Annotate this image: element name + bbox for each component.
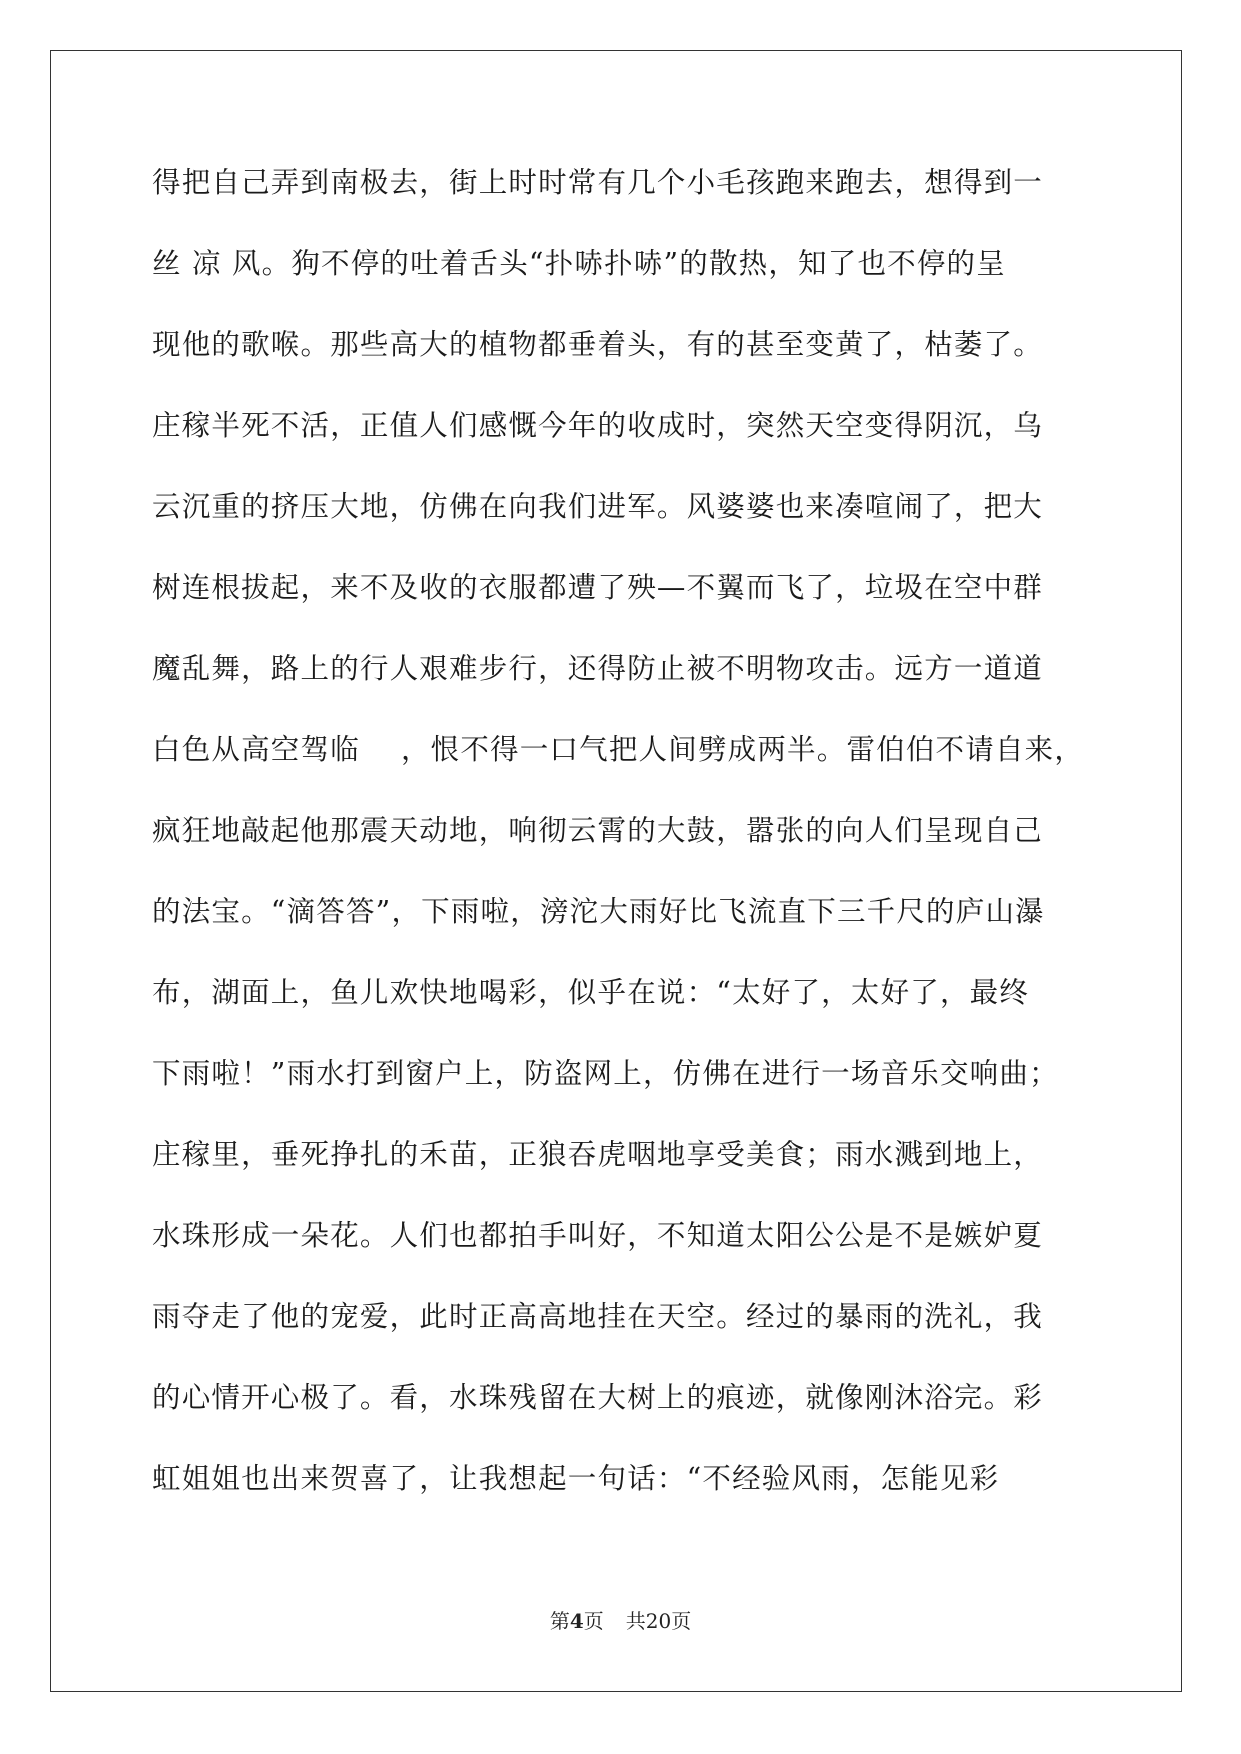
text-line: 丝 凉 风。狗不停的吐着舌头“扑哧扑哧”的散热，知了也不停的呈 xyxy=(152,247,1006,280)
text-line: 魔乱舞，路上的行人艰难步行，还得防止被不明物攻击。远方一道道 xyxy=(152,652,1044,685)
text-line: 得把自己弄到南极去，街上时时常有几个小毛孩跑来跑去，想得到一 xyxy=(152,166,1044,199)
page-prefix: 第 xyxy=(549,1609,570,1633)
text-line: 庄稼里，垂死挣扎的禾苗，正狼吞虎咽地享受美食；雨水溅到地上， xyxy=(152,1138,1044,1171)
page-unit: 页 xyxy=(583,1609,604,1633)
text-line: 布，湖面上，鱼儿欢快地喝彩，似乎在说：“太好了，太好了，最终 xyxy=(152,976,1030,1009)
body-text xyxy=(152,155,1092,1532)
page-number: 4 xyxy=(569,1609,584,1633)
text-line: 现他的歌喉。那些高大的植物都垂着头，有的甚至变黄了，枯萎了。 xyxy=(152,328,1044,361)
text-line: 的心情开心极了。看，水珠残留在大树上的痕迹，就像刚沐浴完。彩 xyxy=(152,1381,1044,1414)
page-footer xyxy=(0,1605,1241,1634)
text-line: 水珠形成一朵花。人们也都拍手叫好，不知道太阳公公是不是嫉妒夏 xyxy=(152,1219,1044,1252)
text-line: 疯狂地敲起他那震天动地，响彻云霄的大鼓，嚣张的向人们呈现自己 xyxy=(152,814,1044,847)
text-line: 的法宝。“滴答答”，下雨啦，滂沱大雨好比飞流直下三千尺的庐山瀑 xyxy=(152,895,1045,928)
text-line: 白色从高空驾临 ，恨不得一口气把人间劈成两半。雷伯伯不请自来， xyxy=(152,733,1085,766)
text-line: 雨夺走了他的宠爱，此时正高高地挂在天空。经过的暴雨的洗礼，我 xyxy=(152,1300,1044,1333)
text-line: 树连根拔起，来不及收的衣服都遭了殃—不翼而飞了，垃圾在空中群 xyxy=(152,571,1044,604)
text-line: 云沉重的挤压大地，仿佛在向我们进军。风婆婆也来凑喧闹了，把大 xyxy=(152,490,1044,523)
text-line: 虹姐姐也出来贺喜了，让我想起一句话：“不经验风雨，怎能见彩 xyxy=(152,1462,1000,1495)
text-line: 下雨啦！”雨水打到窗户上，防盗网上，仿佛在进行一场音乐交响曲； xyxy=(152,1057,1059,1090)
total-prefix: 共 xyxy=(625,1609,646,1633)
page-total: 20 xyxy=(645,1609,672,1633)
total-unit: 页 xyxy=(671,1609,692,1633)
text-line: 庄稼半死不活，正值人们感慨今年的收成时，突然天空变得阴沉，乌 xyxy=(152,409,1044,442)
